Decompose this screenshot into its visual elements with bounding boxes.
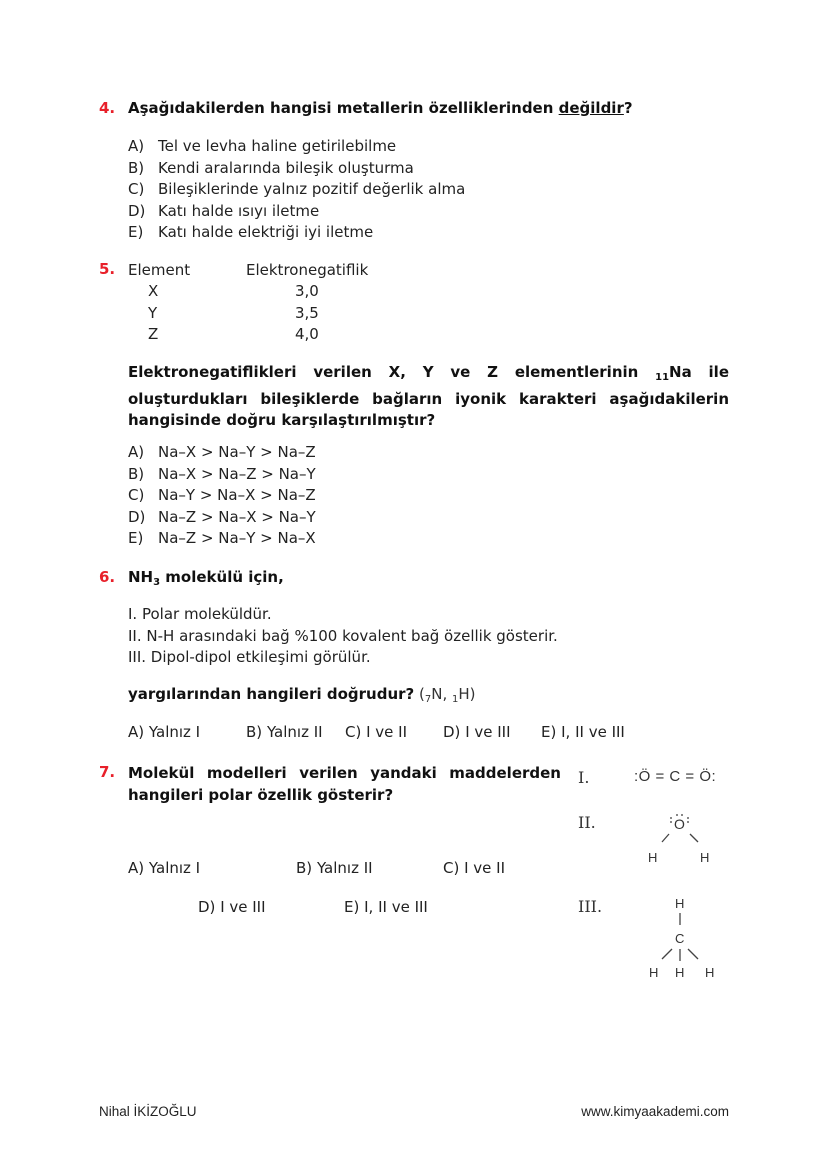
stem-text: Aşağıdakilerden hangisi metallerin özelliklerinden	[128, 99, 559, 117]
statement-1: I. Polar moleküldür.	[128, 605, 272, 623]
option-d[interactable]	[128, 201, 465, 223]
element-symbol: H)	[458, 685, 476, 703]
option-label: A)	[128, 723, 145, 741]
element-cell: X	[148, 282, 159, 301]
element-cell: Y	[148, 303, 158, 322]
question-7-stem: Molekül modelleri verilen yandaki maddelerden hangileri polar özellik gösterir?	[128, 764, 561, 804]
stem-text: molekülü için,	[160, 568, 284, 586]
formula-text: NH	[128, 568, 154, 586]
ch4-bond-diagram-icon	[640, 893, 730, 985]
option-text: I ve II	[366, 723, 408, 741]
option-a[interactable]	[128, 722, 200, 744]
h2o-bond-diagram-icon	[640, 810, 720, 870]
option-label: B)	[128, 158, 145, 177]
option-text: Tel ve levha haline getirilebilme	[158, 137, 397, 155]
option-label: E)	[344, 898, 360, 916]
question-5-options	[128, 442, 316, 550]
element-symbol: N,	[431, 685, 452, 703]
option-text: Yalnız II	[266, 723, 323, 741]
atomic-number: 11	[655, 372, 670, 383]
statement-2: II. N-H arasındaki bağ %100 kovalent bağ özellik gösterir.	[128, 626, 558, 645]
atomic-hint	[414, 685, 475, 703]
option-e[interactable]	[128, 528, 316, 550]
table-row	[128, 324, 368, 346]
question-7-options	[128, 858, 568, 918]
footer-author: Nihal İKİZOĞLU	[99, 1104, 197, 1119]
molecule-numeral-2: II.	[578, 813, 596, 832]
molecule-numeral-1: I.	[578, 768, 590, 787]
table-header-row	[128, 259, 368, 281]
value-cell: 3,5	[295, 303, 319, 322]
option-label: D)	[128, 201, 146, 220]
o-atom: O	[674, 816, 685, 832]
molecule-numeral-3: III.	[578, 897, 603, 916]
option-e[interactable]	[344, 897, 428, 919]
option-label: A)	[128, 443, 145, 461]
option-label: A)	[128, 859, 145, 877]
option-b[interactable]	[128, 158, 465, 180]
option-b[interactable]	[246, 722, 323, 744]
question-number: 6.	[99, 568, 116, 586]
option-c[interactable]	[128, 485, 316, 507]
question-6-options	[128, 722, 648, 744]
option-label: B)	[246, 723, 263, 741]
option-text: I ve II	[464, 859, 506, 877]
statement-3: III. Dipol-dipol etkileşimi görülür.	[128, 648, 371, 666]
question-6-stem	[128, 568, 284, 588]
stem-end: ?	[623, 99, 633, 117]
stem-text: Elektronegatiflikleri verilen X, Y ve Z elementlerinin	[128, 363, 656, 381]
option-b[interactable]	[296, 858, 373, 880]
question-6-statements	[128, 604, 558, 669]
option-text: I ve III	[465, 723, 511, 741]
value-cell: 3,0	[295, 282, 319, 301]
h2o-structure	[640, 810, 720, 870]
option-a[interactable]	[128, 858, 200, 880]
hint-paren: (	[414, 685, 425, 703]
svg-text:H: H	[649, 965, 659, 980]
option-text: I, II ve III	[364, 898, 428, 916]
option-text: Na–Y > Na–X > Na–Z	[158, 486, 316, 504]
question-4-options	[128, 136, 465, 244]
svg-text:H: H	[675, 896, 685, 911]
option-text: Na–Z > Na–X > Na–Y	[158, 507, 316, 526]
question-number: 5.	[99, 260, 116, 278]
electronegativity-table	[128, 259, 368, 345]
svg-text:H: H	[700, 850, 710, 865]
option-label: D)	[128, 507, 146, 526]
option-text: Na–X > Na–Z > Na–Y	[158, 464, 316, 483]
element-cell: Z	[148, 325, 159, 344]
option-label: E)	[128, 529, 144, 547]
column-header: Elektronegatiflik	[246, 260, 369, 279]
option-d[interactable]	[128, 507, 316, 529]
option-d[interactable]	[198, 897, 266, 919]
question-number: 7.	[99, 763, 116, 781]
option-b[interactable]	[128, 464, 316, 486]
table-row	[128, 302, 368, 324]
option-label: A)	[128, 137, 145, 155]
option-e[interactable]	[541, 722, 625, 744]
option-label: B)	[128, 464, 145, 483]
question-6-prompt	[128, 685, 476, 705]
column-header: Element	[128, 260, 191, 279]
option-d[interactable]	[443, 722, 511, 744]
svg-text:H: H	[705, 965, 715, 980]
option-text: Yalnız II	[316, 859, 373, 877]
option-a[interactable]	[128, 442, 316, 464]
atomic-number: 7	[424, 694, 432, 705]
option-label: B)	[296, 859, 313, 877]
value-cell: 4,0	[295, 325, 319, 344]
question-stem	[128, 99, 633, 117]
option-text: Katı halde elektriği iyi iletme	[158, 223, 374, 241]
ch4-structure	[640, 893, 730, 985]
option-e[interactable]	[128, 222, 465, 244]
footer-website-link[interactable]: www.kimyaakademi.com	[581, 1104, 729, 1119]
atomic-number: 1	[452, 694, 459, 705]
svg-text:H: H	[675, 965, 685, 980]
option-label: E)	[541, 723, 557, 741]
question-number: 4.	[99, 99, 116, 117]
option-label: C)	[128, 180, 145, 198]
option-label: C)	[128, 486, 145, 504]
option-text: Yalnız I	[148, 723, 201, 741]
question-5-stem	[128, 362, 729, 432]
stem-text: Na ile oluşturdukları bileşiklerde bağların iyonik karakteri aşağıdakilerin hangisinde doğru karşılaştırılmıştır?	[128, 363, 729, 429]
option-text: Bileşiklerinde yalnız pozitif değerlik alma	[158, 180, 466, 198]
option-text: Na–Z > Na–Y > Na–X	[158, 529, 316, 547]
option-label: D)	[198, 898, 216, 916]
option-text: Katı halde ısıyı iletme	[158, 201, 320, 220]
option-label: C)	[443, 859, 460, 877]
formula-subscript: 3	[153, 577, 161, 588]
option-text: Yalnız I	[148, 859, 201, 877]
option-c[interactable]	[128, 179, 465, 201]
option-text: Na–X > Na–Y > Na–Z	[158, 443, 316, 461]
option-label: C)	[345, 723, 362, 741]
option-text: I, II ve III	[561, 723, 625, 741]
svg-text:H: H	[648, 850, 658, 865]
table-row	[128, 281, 368, 303]
option-a[interactable]	[128, 136, 465, 158]
option-label: E)	[128, 223, 144, 241]
option-text: Kendi aralarında bileşik oluşturma	[158, 158, 414, 177]
prompt-text: yargılarından hangileri doğrudur?	[128, 685, 415, 703]
option-c[interactable]	[345, 722, 407, 744]
option-text: I ve III	[220, 898, 266, 916]
svg-text:C: C	[675, 931, 685, 946]
option-c[interactable]	[443, 858, 505, 880]
stem-emphasis: değildir	[558, 99, 624, 117]
option-label: D)	[443, 723, 461, 741]
co2-lewis-structure: :Ö = C = Ö:	[634, 768, 717, 785]
